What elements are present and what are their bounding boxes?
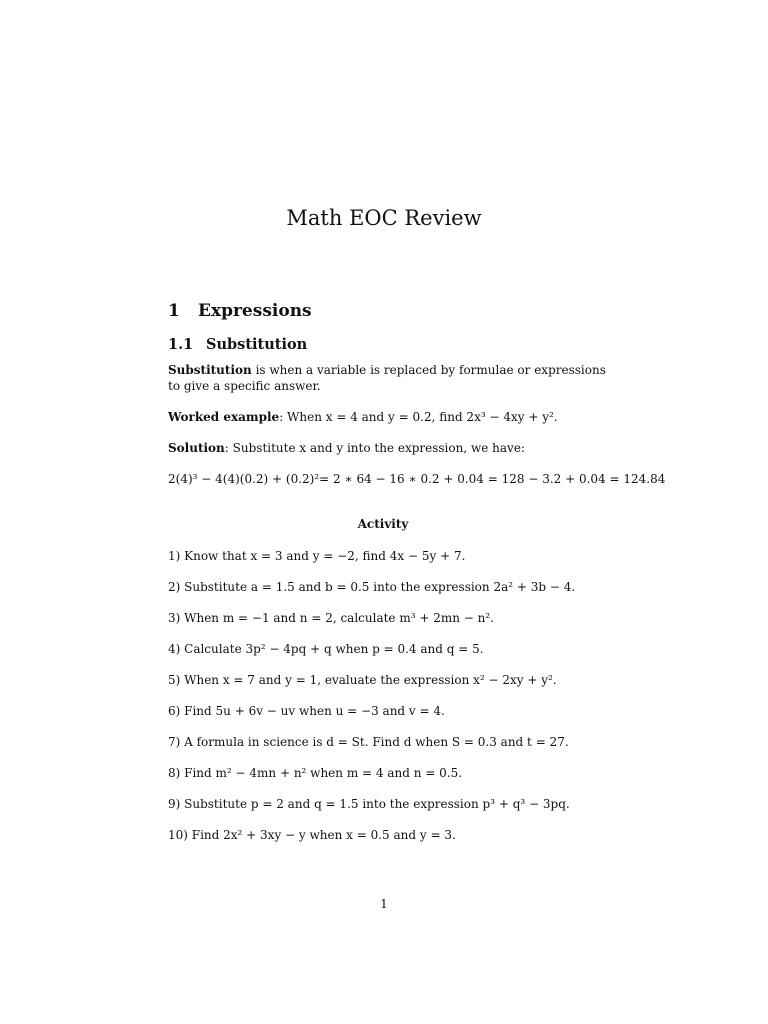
activity-question-8: 8) Find m² − 4mn + n² when m = 4 and n = 0.5. xyxy=(168,766,463,780)
activity-question-7: 7) A formula in science is d = St. Find d when S = 0.3 and t = 27. xyxy=(168,735,569,749)
activity-question-1: 1) Know that x = 3 and y = −2, find 4x − 5y + 7. xyxy=(168,549,466,563)
activity-heading: Activity xyxy=(357,517,409,531)
activity-question-5: 5) When x = 7 and y = 1, evaluate the expression x² − 2xy + y². xyxy=(168,673,557,687)
worked-example-paragraph xyxy=(168,409,608,425)
document-title: Math EOC Review xyxy=(286,206,482,230)
activity-question-2: 2) Substitute a = 1.5 and b = 0.5 into the expression 2a² + 3b − 4. xyxy=(168,580,576,594)
activity-question-6: 6) Find 5u + 6v − uv when u = −3 and v = 4. xyxy=(168,704,445,718)
subsection-heading xyxy=(168,336,307,353)
definition-text: is when a variable is replaced by formulae or expressions to give a specific answer. xyxy=(168,363,606,393)
activity-question-4: 4) Calculate 3p² − 4pq + q when p = 0.4 and q = 5. xyxy=(168,642,484,656)
activity-question-10: 10) Find 2x² + 3xy − y when x = 0.5 and y = 3. xyxy=(168,828,456,842)
activity-question-9: 9) Substitute p = 2 and q = 1.5 into the expression p³ + q³ − 3pq. xyxy=(168,797,570,811)
subsection-title: Substitution xyxy=(206,336,308,353)
section-title: Expressions xyxy=(198,301,312,321)
worked-example-text: : When x = 4 and y = 0.2, find 2x³ − 4xy + y². xyxy=(279,410,558,424)
definition-paragraph xyxy=(168,362,608,394)
page-number: 1 xyxy=(380,897,388,911)
solution-label: Solution xyxy=(168,441,225,455)
activity-question-3: 3) When m = −1 and n = 2, calculate m³ + 2mn − n². xyxy=(168,611,495,625)
solution-calculation: 2(4)³ − 4(4)(0.2) + (0.2)²= 2 ∗ 64 − 16 ∗ 0.2 + 0.04 = 128 − 3.2 + 0.04 = 124.84 xyxy=(168,472,666,486)
definition-term: Substitution xyxy=(168,363,252,377)
subsection-number: 1.1 xyxy=(168,336,194,353)
section-number: 1 xyxy=(168,301,180,321)
solution-text: : Substitute x and y into the expression, we have: xyxy=(224,441,525,455)
solution-paragraph xyxy=(168,440,608,456)
section-heading xyxy=(168,301,312,321)
worked-example-label: Worked example xyxy=(168,410,280,424)
